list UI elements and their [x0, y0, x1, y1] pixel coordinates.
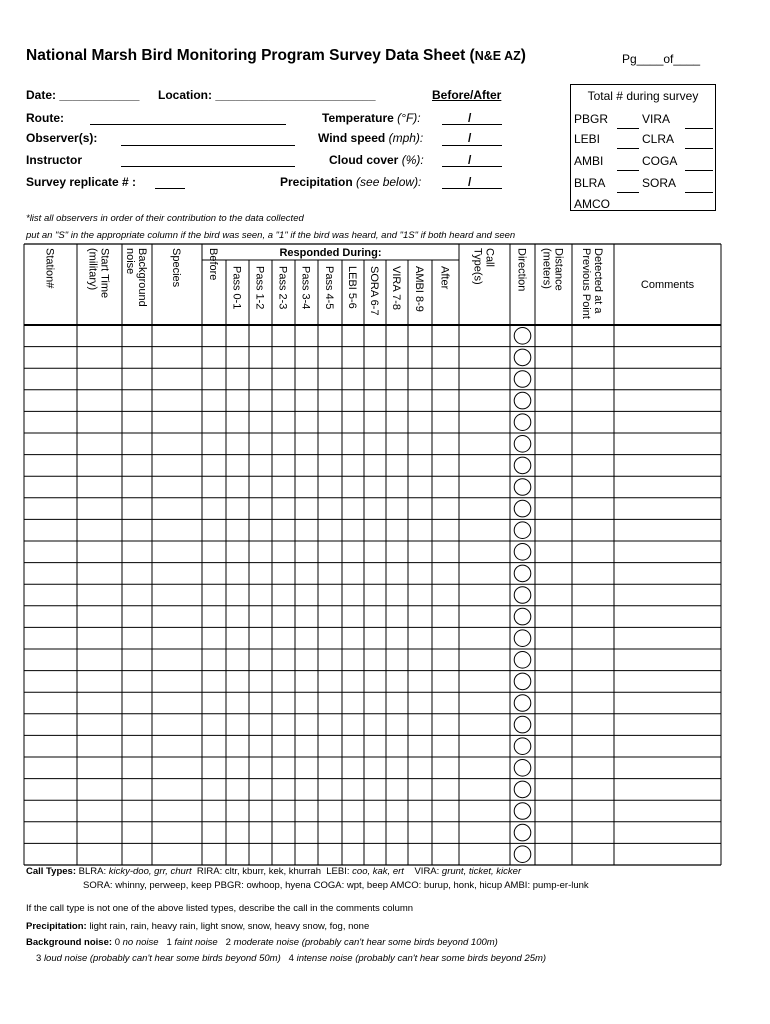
- call-types-line-1: Call Types: BLRA: kicky-doo, grr, churt RIRA: cltr, kburr, kek, khurrah LEBI: coo, kak, ert VIRA: grunt, ticket, kicker: [26, 866, 522, 877]
- direction-circle[interactable]: [514, 587, 531, 604]
- column-header: Species: [170, 248, 182, 288]
- species-clra: CLRA: [642, 132, 675, 146]
- direction-circle[interactable]: [514, 630, 531, 647]
- species-pbgr: PBGR: [574, 112, 609, 126]
- species-ambi: AMBI: [574, 154, 604, 168]
- column-header: Station#: [43, 248, 56, 289]
- column-header: Pass 3-4: [299, 266, 312, 310]
- direction-circle[interactable]: [514, 457, 531, 474]
- page-number-field[interactable]: Pg____of____: [622, 52, 701, 66]
- column-header: Pass 0-1: [230, 266, 243, 310]
- direction-circle[interactable]: [514, 479, 531, 496]
- precip-label: Precipitation (see below):: [280, 175, 422, 189]
- direction-circle[interactable]: [514, 392, 531, 409]
- other-call-note: If the call type is not one of the above listed types, describe the call in the comments column: [26, 903, 414, 914]
- noise-legend-line-1: Background noise: 0 no noise 1 faint noise 2 moderate noise (probably can't hear some birds beyond 100m): [26, 937, 498, 948]
- column-header: Direction: [515, 248, 528, 292]
- column-header: Comments: [640, 279, 695, 291]
- date-field[interactable]: Date: ____________: [26, 88, 140, 102]
- observers-note: *list all observers in order of their contribution to the data collected: [26, 213, 304, 224]
- page-title: National Marsh Bird Monitoring Program Survey Data Sheet (N&E AZ): [26, 47, 526, 64]
- cloud-label: Cloud cover (%):: [329, 153, 424, 167]
- direction-circle[interactable]: [514, 414, 531, 431]
- column-header: Pass 4-5: [323, 266, 335, 310]
- species-blra: BLRA: [574, 176, 606, 190]
- location-field[interactable]: Location: ________________________: [158, 88, 376, 102]
- species-coga: COGA: [642, 154, 678, 168]
- species-amco: AMCO: [574, 197, 610, 211]
- seen-heard-note: put an "S" in the appropriate column if the bird was seen, a "1" if the bird was heard, and "1S" if both heard and seen: [26, 230, 516, 241]
- direction-circle[interactable]: [514, 328, 531, 345]
- species-vira: VIRA: [642, 112, 671, 126]
- column-header: LEBI 5-6: [346, 266, 358, 309]
- direction-circle[interactable]: [514, 349, 531, 366]
- replicate-label: Survey replicate # :: [26, 175, 137, 189]
- temperature-label: Temperature (°F):: [322, 111, 421, 125]
- wind-label: Wind speed (mph):: [318, 131, 424, 145]
- column-header: VIRA 7-8: [390, 266, 402, 311]
- direction-circle[interactable]: [514, 565, 531, 582]
- column-header: Pass 1-2: [253, 266, 266, 310]
- precipitation-legend: Precipitation: light rain, rain, heavy rain, light snow, snow, heavy snow, fog, none: [26, 921, 370, 932]
- column-header: SORA 6-7: [368, 266, 380, 316]
- column-header: AMBI 8-9: [413, 266, 425, 312]
- column-header: Start Time(military): [86, 248, 111, 299]
- noise-legend-line-2: 3 loud noise (probably can't hear some birds beyond 50m) 4 intense noise (probably can't hear some birds beyond 25m): [36, 953, 547, 964]
- direction-circle[interactable]: [514, 716, 531, 733]
- direction-circle[interactable]: [514, 608, 531, 625]
- direction-circle[interactable]: [514, 781, 531, 798]
- route-label: Route:: [26, 111, 64, 125]
- instructor-label: Instructor: [26, 153, 83, 167]
- direction-circle[interactable]: [514, 500, 531, 517]
- column-header: Before: [207, 248, 219, 281]
- direction-circle[interactable]: [514, 738, 531, 755]
- direction-circle[interactable]: [514, 652, 531, 669]
- species-sora: SORA: [642, 176, 677, 190]
- direction-circle[interactable]: [514, 824, 531, 841]
- direction-circle[interactable]: [514, 846, 531, 863]
- column-header: After: [438, 266, 451, 290]
- column-header: Distance(meters): [540, 248, 565, 291]
- species-lebi: LEBI: [574, 132, 601, 146]
- call-types-line-2: SORA: whinny, perweep, keep PBGR: owhoop, hyena COGA: wpt, beep AMCO: burup, honk, hicup AMBI: pump-er-lunk: [83, 880, 589, 891]
- direction-circle[interactable]: [514, 371, 531, 388]
- species-box-title: Total # during survey: [587, 89, 699, 103]
- column-header: CallType(s): [471, 248, 496, 285]
- before-after-label: Before/After: [432, 88, 502, 102]
- title-suffix: N&E AZ: [474, 49, 521, 63]
- column-header: Pass 2-3: [276, 266, 289, 310]
- direction-circle[interactable]: [514, 522, 531, 539]
- direction-circle[interactable]: [514, 673, 531, 690]
- direction-circle[interactable]: [514, 436, 531, 453]
- responded-during-header: Responded During:: [279, 247, 382, 259]
- direction-circle[interactable]: [514, 760, 531, 777]
- direction-circle[interactable]: [514, 695, 531, 712]
- direction-circle[interactable]: [514, 803, 531, 820]
- column-header: Detected at aPrevious Point: [580, 248, 604, 319]
- observers-label: Observer(s):: [26, 131, 98, 145]
- direction-circle[interactable]: [514, 544, 531, 561]
- column-header: Backgroundnoise: [124, 248, 148, 307]
